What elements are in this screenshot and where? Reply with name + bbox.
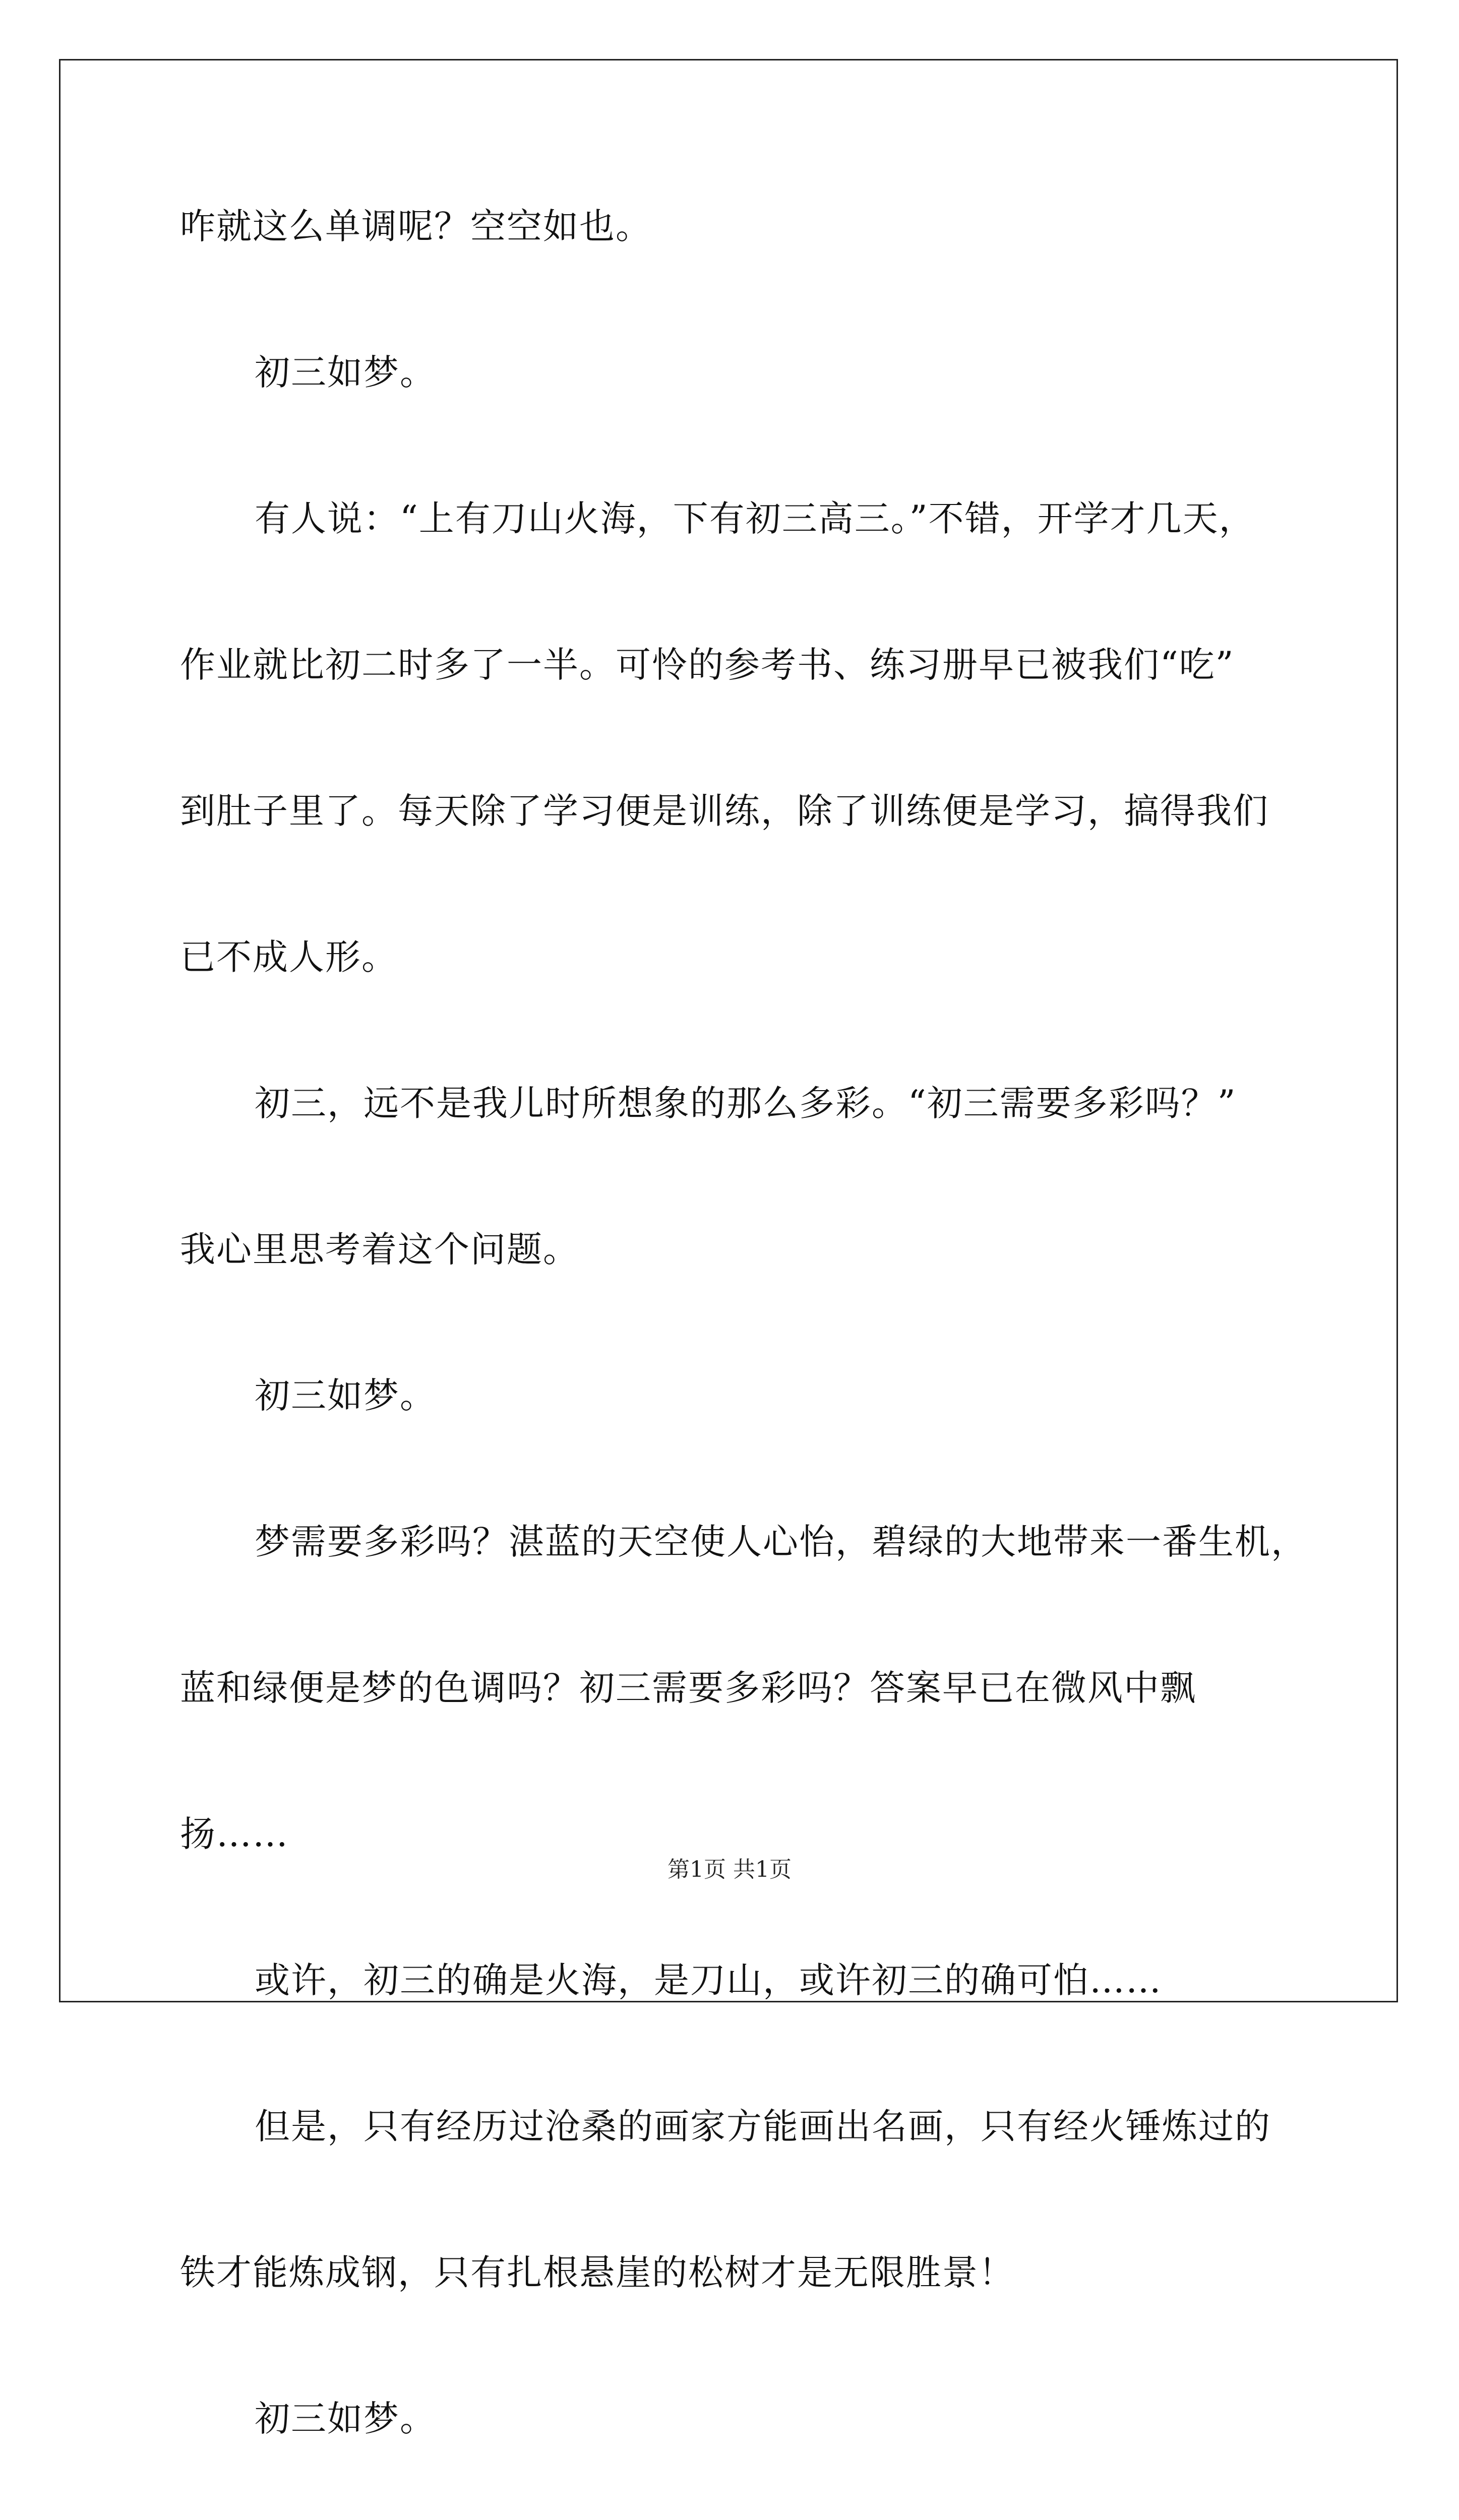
text-line-8: 我心里思考着这个问题。 — [180, 1229, 579, 1270]
text-line-11: 蓝和绿便是梦的色调吗？初三需要多彩吗？答案早已在微风中飘 — [180, 1667, 1196, 1709]
text-line-7: 初三，远不是我儿时所想象的那么多彩。“初三需要多彩吗？” — [255, 1083, 1237, 1124]
text-line-6: 已不成人形。 — [180, 936, 398, 978]
text-line-14: 但是，只有经历过沧桑的画家方能画出名画，只有经火锤炼过的 — [255, 2106, 1271, 2147]
page-footer: 第1页 共1页 — [667, 1857, 792, 1882]
text-line-12: 扬…… — [180, 1813, 289, 1855]
text-line-13: 或许，初三的确是火海，是刀山，或许初三的确可怕…… — [255, 1960, 1162, 2001]
document-body — [180, 194, 1307, 2520]
text-line-3: 有人说：“上有刀山火海，下有初三高三。”不错，开学才几天， — [255, 498, 1255, 539]
text-line-9: 初三如梦。 — [255, 1375, 436, 1416]
text-line-1: 咋就这么单调呢？空空如也。 — [180, 206, 652, 247]
text-line-15: 铁才能炼成钢，只有扎根悬崖的松树才是无限胜景！ — [180, 2252, 1015, 2293]
text-line-10: 梦需要多彩吗？湛蓝的天空使人心怡，碧绿的大地带来一番生机， — [255, 1521, 1307, 1562]
text-line-2: 初三如梦。 — [255, 352, 436, 393]
text-line-4: 作业就比初二时多了一半。可怜的参考书、练习册早已被我们“吃” — [180, 644, 1235, 685]
text-line-16: 初三如梦。 — [255, 2398, 436, 2439]
text-line-5: 到肚子里了。每天除了学习便是训练，除了训练便是学习，搞得我们 — [180, 790, 1269, 832]
